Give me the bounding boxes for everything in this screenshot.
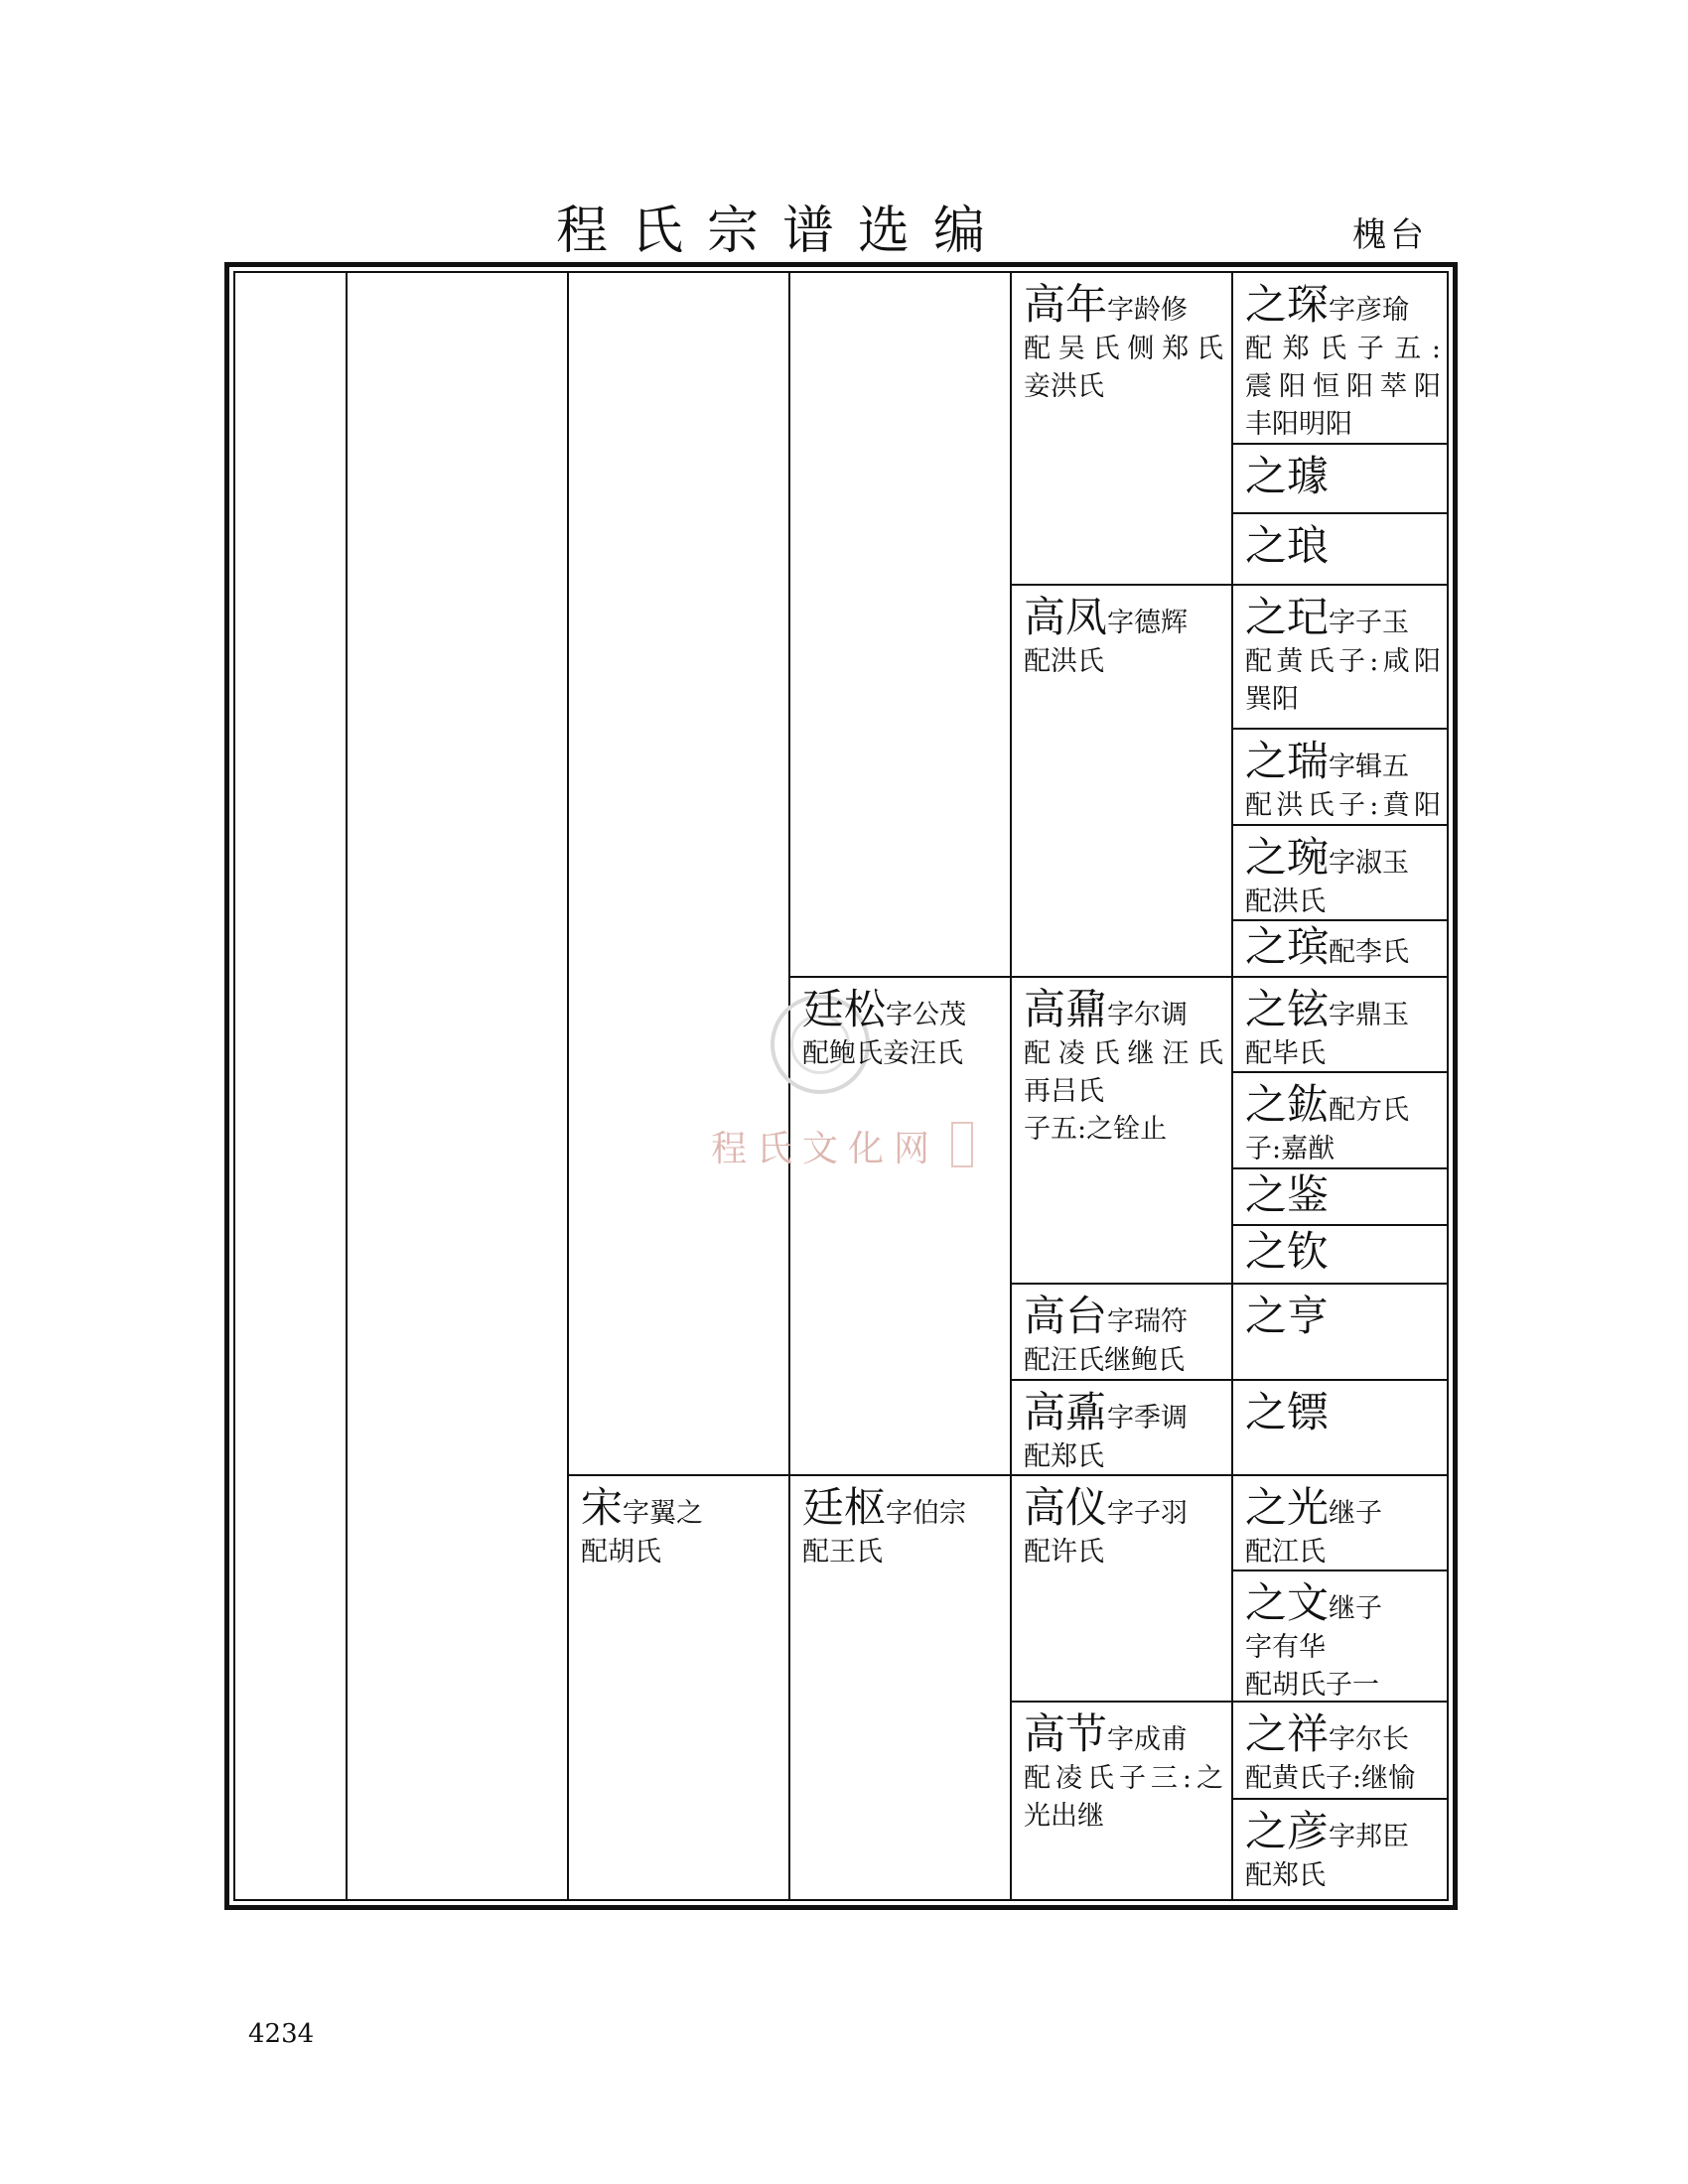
entry-name: 之鈜	[1245, 1080, 1330, 1129]
entry-courtesy-name: 配李氏	[1329, 937, 1410, 968]
entry-name: 之琬	[1245, 833, 1330, 882]
entry-courtesy-name: 字邦臣	[1329, 1822, 1410, 1852]
entry-zhi-guang	[1231, 1476, 1449, 1570]
entry-name: 之亨	[1245, 1292, 1330, 1340]
entry-detail: 子五:之铨止	[1024, 1114, 1168, 1145]
entry-name: 之文	[1245, 1578, 1330, 1627]
entry-detail: 配郑氏子五:	[1245, 334, 1441, 364]
entry-courtesy-name: 字成甫	[1107, 1724, 1189, 1755]
entry-detail: 配江氏	[1245, 1537, 1326, 1568]
entry-detail: 配黄氏子:继愉	[1245, 1763, 1416, 1794]
entry-courtesy-name: 字翼之	[623, 1498, 704, 1529]
entry-name: 之琅	[1245, 521, 1330, 570]
entry-courtesy-name: 字瑞符	[1107, 1306, 1189, 1337]
entry-zhi-ju	[1231, 445, 1449, 512]
entry-detail: 字有华	[1245, 1632, 1326, 1663]
watermark-text: 程氏文化网	[711, 1129, 940, 1169]
page-title: 程氏宗谱选编	[556, 202, 1010, 261]
entry-ting-shu	[788, 1476, 1010, 1615]
entry-gao-ding	[1010, 1381, 1231, 1474]
entry-gao-feng	[1010, 586, 1231, 976]
watermark-stamp-icon	[951, 1122, 973, 1167]
entry-zhi-bin	[1231, 921, 1449, 976]
entry-courtesy-name: 字子羽	[1107, 1498, 1189, 1529]
entry-name: 之光	[1245, 1483, 1330, 1532]
entry-zhi-heng	[1231, 1285, 1449, 1379]
entry-detail: 配鲍氏妾汪氏	[802, 1038, 963, 1069]
entry-detail: 配郑氏	[1024, 1441, 1104, 1472]
entry-courtesy-name: 字彦瑜	[1329, 295, 1410, 326]
entry-zhi-wen	[1231, 1571, 1449, 1701]
entry-name: 高鼐	[1024, 985, 1108, 1033]
entry-courtesy-name: 字德辉	[1107, 608, 1189, 638]
entry-song	[567, 1476, 788, 1615]
entry-courtesy-name: 配方氏	[1329, 1095, 1410, 1126]
entry-courtesy-name: 字鼎玉	[1329, 1000, 1410, 1030]
entry-detail: 配郑氏	[1245, 1860, 1326, 1891]
entry-courtesy-name: 字伯宗	[886, 1498, 967, 1529]
entry-zhi-qin	[1231, 1226, 1449, 1283]
entry-courtesy-name: 继子	[1329, 1498, 1383, 1529]
entry-detail: 配洪氏	[1024, 646, 1104, 677]
entry-zhi-rui	[1231, 730, 1449, 824]
entry-gao-nai	[1010, 978, 1231, 1283]
entry-courtesy-name: 字龄修	[1107, 295, 1189, 326]
entry-name: 宋	[581, 1483, 624, 1532]
entry-detail: 配洪氏	[1245, 887, 1326, 917]
entry-courtesy-name: 字子玉	[1329, 608, 1410, 638]
entry-detail: 妾洪氏	[1024, 371, 1104, 402]
entry-detail: 震阳恒阳萃阳	[1245, 371, 1441, 402]
entry-zhi-xuan	[1231, 978, 1449, 1071]
entry-name: 高仪	[1024, 1483, 1108, 1532]
entry-zhi-shen	[1231, 273, 1449, 443]
entry-detail: 配汪氏继鲍氏	[1024, 1345, 1185, 1376]
branch-place-name: 槐台	[1352, 215, 1428, 255]
entry-gao-nian	[1010, 273, 1231, 584]
entry-detail: 配王氏	[802, 1537, 883, 1568]
entry-name: 廷枢	[802, 1483, 887, 1532]
entry-zhi-yan	[1231, 1800, 1449, 1899]
entry-name: 之祥	[1245, 1709, 1330, 1758]
entry-gao-yi	[1010, 1476, 1231, 1701]
entry-name: 之玘	[1245, 593, 1330, 641]
entry-name: 高台	[1024, 1292, 1108, 1340]
entry-gao-tai	[1010, 1285, 1231, 1379]
entry-name: 高节	[1024, 1709, 1108, 1758]
entry-detail: 配吴氏侧郑氏	[1024, 334, 1223, 364]
entry-name: 之铉	[1245, 985, 1330, 1033]
entry-zhi-wan	[1231, 826, 1449, 919]
entry-zhi-qi	[1231, 586, 1449, 728]
entry-detail: 配洪氏子:賁阳	[1245, 790, 1441, 821]
entry-name: 廷松	[802, 985, 887, 1033]
entry-detail: 配凌氏子三:之	[1024, 1763, 1223, 1794]
entry-zhi-bo	[1231, 1073, 1449, 1167]
entry-zhi-lang	[1231, 514, 1449, 584]
entry-name: 高凤	[1024, 593, 1108, 641]
entry-detail: 配毕氏	[1245, 1038, 1326, 1069]
entry-detail: 巽阳	[1245, 684, 1299, 715]
entry-zhi-piao	[1231, 1381, 1449, 1474]
entry-detail: 子:嘉猷	[1245, 1134, 1336, 1164]
entry-gao-jie	[1010, 1703, 1231, 1899]
entry-courtesy-name: 字尔调	[1107, 1000, 1189, 1030]
entry-courtesy-name: 字辑五	[1329, 751, 1410, 782]
entry-name: 之琛	[1245, 280, 1330, 329]
page-number: 4234	[248, 2019, 315, 2049]
entry-courtesy-name: 字季调	[1107, 1403, 1189, 1433]
entry-name: 之鉴	[1245, 1170, 1330, 1219]
entry-detail: 配许氏	[1024, 1537, 1104, 1568]
entry-name: 之瑸	[1245, 922, 1330, 971]
entry-name: 之钦	[1245, 1227, 1330, 1276]
entry-detail: 配凌氏继汪氏	[1024, 1038, 1223, 1069]
entry-detail: 丰阳明阳	[1245, 409, 1352, 440]
entry-detail: 配黄氏子:咸阳	[1245, 646, 1441, 677]
entry-detail: 光出继	[1024, 1801, 1104, 1832]
entry-courtesy-name: 字公茂	[886, 1000, 967, 1030]
entry-zhi-jian	[1231, 1169, 1449, 1224]
entry-courtesy-name: 字尔长	[1329, 1724, 1410, 1755]
entry-ting-song	[788, 978, 1010, 1107]
entry-courtesy-name: 字淑玉	[1329, 848, 1410, 879]
entry-detail: 配胡氏	[581, 1537, 661, 1568]
entry-name: 高年	[1024, 280, 1108, 329]
entry-name: 之瑞	[1245, 737, 1330, 785]
column-divider	[567, 271, 569, 1901]
entry-name: 之镖	[1245, 1388, 1330, 1436]
entry-name: 之彦	[1245, 1807, 1330, 1855]
entry-zhi-xiang	[1231, 1703, 1449, 1798]
entry-detail: 配胡氏子一	[1245, 1670, 1379, 1701]
entry-name: 之璩	[1245, 452, 1330, 500]
entry-courtesy-name: 继子	[1329, 1593, 1383, 1624]
entry-name: 高鼒	[1024, 1388, 1108, 1436]
entry-detail: 再吕氏	[1024, 1076, 1104, 1107]
column-divider	[346, 271, 348, 1901]
